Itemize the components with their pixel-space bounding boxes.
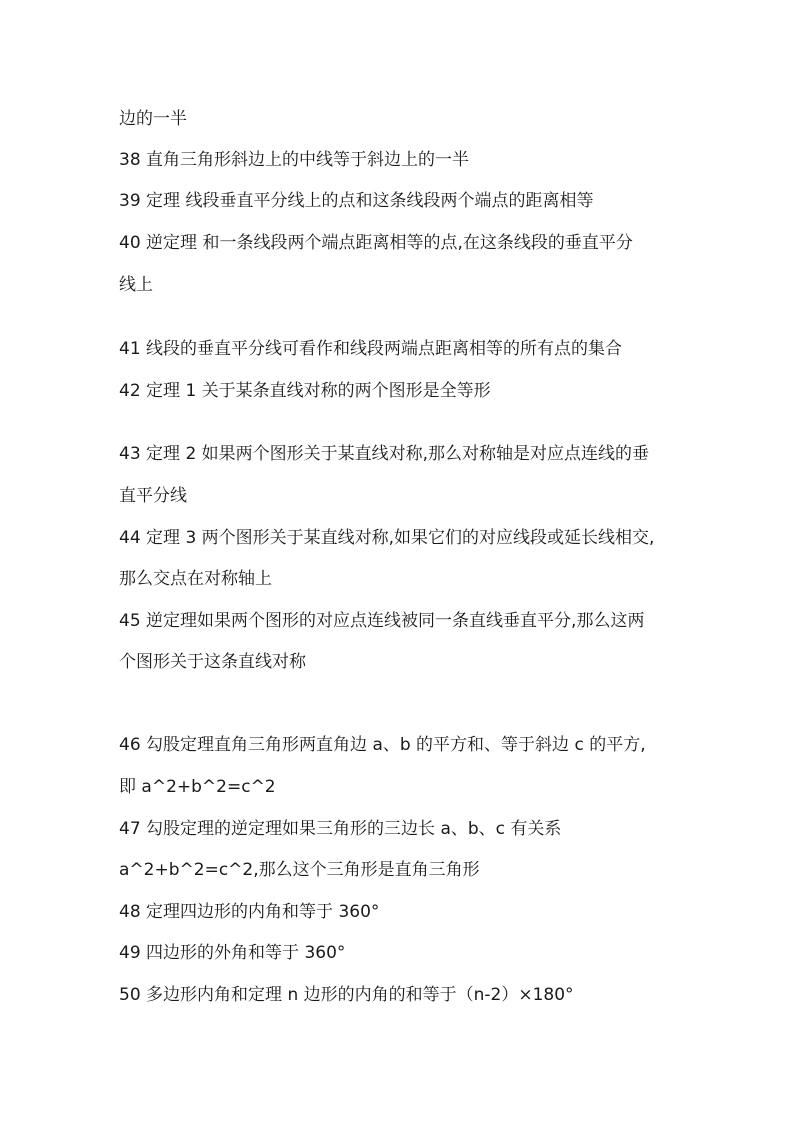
text-line-15: 即 a^2+b^2=c^2 — [119, 777, 276, 797]
text-line-1: 边的一半 — [119, 109, 187, 129]
text-line-14: 46 勾股定理直角三角形两直角边 a、b 的平方和、等于斜边 c 的平方, — [119, 735, 646, 755]
text-line-9: 直平分线 — [119, 486, 187, 506]
text-line-2: 38 直角三角形斜边上的中线等于斜边上的一半 — [119, 150, 470, 170]
text-line-20: 50 多边形内角和定理 n 边形的内角的和等于（n-2）×180° — [119, 985, 574, 1005]
text-line-13: 个图形关于这条直线对称 — [119, 652, 306, 672]
text-line-17: a^2+b^2=c^2,那么这个三角形是直角三角形 — [119, 860, 480, 880]
text-line-19: 49 四边形的外角和等于 360° — [119, 943, 346, 963]
text-line-7: 42 定理 1 关于某条直线对称的两个图形是全等形 — [119, 381, 491, 401]
text-line-4: 40 逆定理 和一条线段两个端点距离相等的点,在这条线段的垂直平分 — [119, 233, 633, 253]
text-line-8: 43 定理 2 如果两个图形关于某直线对称,那么对称轴是对应点连线的垂 — [119, 444, 650, 464]
text-line-3: 39 定理 线段垂直平分线上的点和这条线段两个端点的距离相等 — [119, 191, 594, 211]
text-line-11: 那么交点在对称轴上 — [119, 569, 272, 589]
text-line-16: 47 勾股定理的逆定理如果三角形的三边长 a、b、c 有关系 — [119, 819, 562, 839]
text-line-6: 41 线段的垂直平分线可看作和线段两端点距离相等的所有点的集合 — [119, 339, 623, 359]
text-line-10: 44 定理 3 两个图形关于某直线对称,如果它们的对应线段或延长线相交, — [119, 528, 655, 548]
text-line-18: 48 定理四边形的内角和等于 360° — [119, 902, 380, 922]
text-line-12: 45 逆定理如果两个图形的对应点连线被同一条直线垂直平分,那么这两 — [119, 611, 645, 631]
text-line-5: 线上 — [119, 275, 153, 295]
